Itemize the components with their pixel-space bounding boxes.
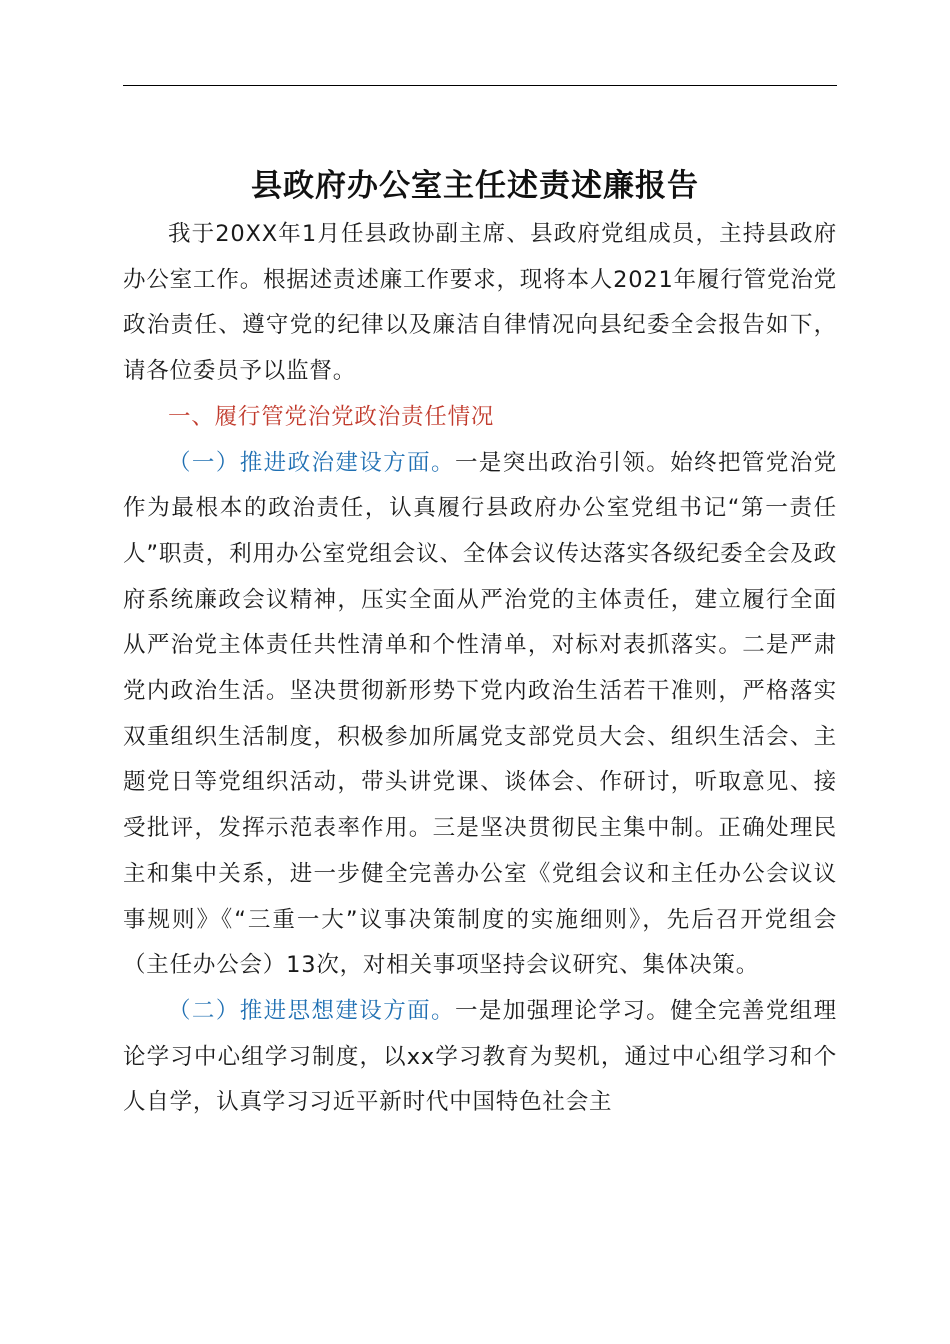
section-heading-1: 一、履行管党治党政治责任情况: [168, 403, 495, 430]
subsection-paragraph-1: [123, 441, 837, 989]
subsection-text-1: 一是突出政治引领。始终把管党治党作为最根本的政治责任，认真履行县政府办公室党组书记“第一责任人”职责，利用办公室党组会议、全体会议传达落实各级纪委全会及政府系统廉政会议精神，压实全面从严治党的主体责任，建立履行全面从严治党主体责任共性清单和个性清单，对标对表抓落实。二是严肃党内政治生活。坚决贯彻新形势下党内政治生活若干准则，严格落实双重组织生活制度，积极参加所属党支部党员大会、组织生活会、主题党日等党组织活动，带头讲党课、谈体会、作研讨，听取意见、接受批评，发挥示范表率作用。三是坚决贯彻民主集中制。正确处理民主和集中关系，进一步健全完善办公室《党组会议和主任办公会议议事规则》《“三重一大”议事决策制度的实施细则》，先后召开党组会（主任办公会）13次，对相关事项坚持会议研究、集体决策。: [123, 449, 837, 979]
document-title: 县政府办公室主任述责述廉报告: [251, 167, 699, 204]
subsection-heading-2: （二）推进思想建设方面。: [168, 997, 455, 1024]
subsection-text-2: 一是加强理论学习。健全完善党组理论学习中心组学习制度，以xx学习教育为契机，通过中心组学习和个人自学，认真学习习近平新时代中国特色社会主: [123, 997, 837, 1116]
subsection-paragraph-2: [123, 989, 837, 1126]
header-rule: [123, 85, 837, 86]
subsection-heading-1: （一）推进政治建设方面。: [168, 449, 455, 476]
intro-paragraph: 我于20XX年1月任县政协副主席、县政府党组成员，主持县政府办公室工作。根据述责述廉工作要求，现将本人2021年履行管党治党政治责任、遵守党的纪律以及廉洁自律情况向县纪委全会报告如下，请各位委员予以监督。: [123, 221, 837, 385]
document-body: [123, 212, 837, 1126]
